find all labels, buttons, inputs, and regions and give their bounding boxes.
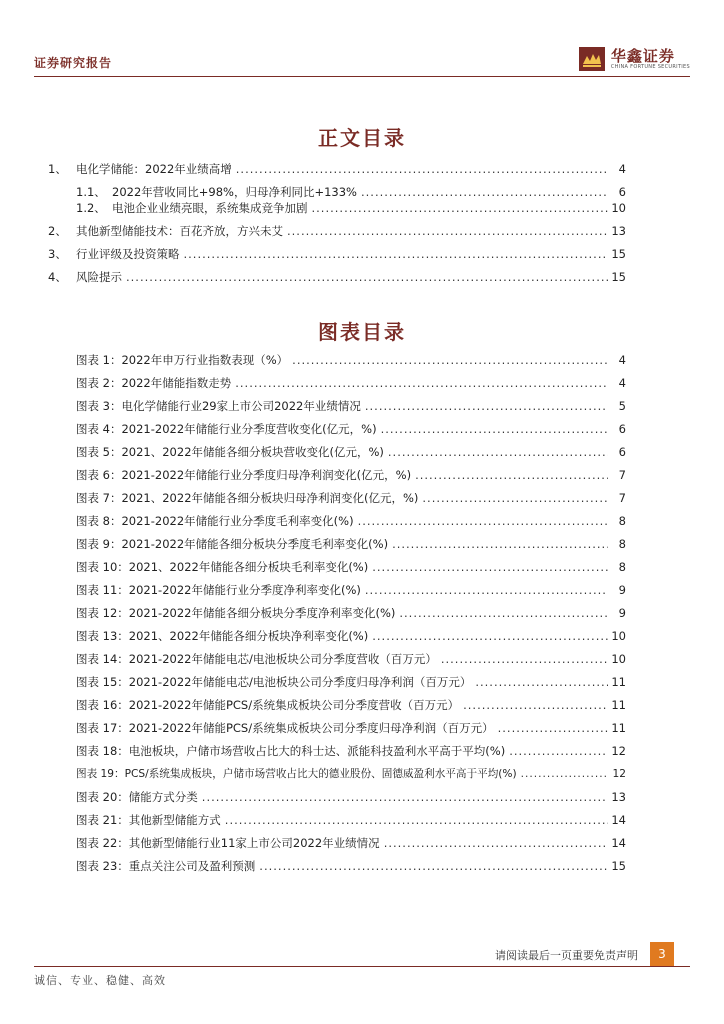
header-divider bbox=[34, 76, 690, 77]
figure-entry[interactable] bbox=[76, 720, 626, 736]
figure-entry[interactable] bbox=[76, 559, 626, 575]
toc-entry-number: 3、 bbox=[48, 247, 67, 261]
figure-entry-title: 图表 6：2021-2022年储能行业分季度归母净利润变化(亿元，%) bbox=[76, 468, 412, 482]
figure-entry-page: 5 bbox=[618, 399, 626, 413]
figure-entry-page: 7 bbox=[618, 491, 626, 505]
figure-entry-page: 11 bbox=[611, 675, 626, 689]
figure-entry[interactable] bbox=[76, 605, 626, 621]
figure-entry-page: 4 bbox=[618, 353, 626, 367]
toc-entry[interactable] bbox=[48, 161, 626, 177]
figure-entry-page: 10 bbox=[611, 629, 626, 643]
figure-entry-page: 6 bbox=[618, 422, 626, 436]
toc-entry-page: 13 bbox=[611, 224, 626, 238]
figure-entry[interactable] bbox=[76, 651, 626, 667]
figure-entry-page: 8 bbox=[618, 560, 626, 574]
toc-entry-title: 电池企业业绩亮眼，系统集成竞争加剧 bbox=[112, 201, 308, 215]
figure-entry-title: 图表 16：2021-2022年储能PCS/系统集成板块公司分季度营收（百万元） bbox=[76, 698, 460, 712]
toc-entry-number: 1、 bbox=[48, 162, 67, 176]
dot-leader bbox=[494, 720, 608, 736]
toc-entry-title: 风险提示 bbox=[76, 270, 122, 284]
toc-entry-title: 行业评级及投资策略 bbox=[76, 247, 180, 261]
figure-entry-title: 图表 7：2021、2022年储能各细分板块归母净利润变化(亿元，%) bbox=[76, 491, 419, 505]
figure-entry-title: 图表 14：2021-2022年储能电芯/电池板块公司分季度营收（百万元） bbox=[76, 652, 437, 666]
toc-title: 正文目录 bbox=[318, 126, 406, 150]
dot-leader bbox=[368, 559, 608, 575]
figure-entry[interactable] bbox=[76, 835, 626, 851]
figure-entry[interactable] bbox=[76, 536, 626, 552]
toc-entry-title: 2022年营收同比+98%，归母净利同比+133% bbox=[112, 185, 357, 199]
figure-entry-title: 图表 9：2021-2022年储能各细分板块分季度毛利率变化(%) bbox=[76, 537, 389, 551]
figure-entry[interactable] bbox=[76, 789, 626, 805]
toc-entry-title: 电化学储能：2022年业绩高增 bbox=[76, 162, 232, 176]
figure-entry-page: 4 bbox=[618, 376, 626, 390]
figure-entry-page: 7 bbox=[618, 468, 626, 482]
dot-leader bbox=[221, 812, 608, 828]
figure-entry-page: 13 bbox=[611, 790, 626, 804]
dot-leader bbox=[198, 789, 608, 805]
figure-entry-title: 图表 19：PCS/系统集成板块，户储市场营收占比大的德业股份、固德威盈利水平高于平均(%) bbox=[76, 768, 517, 780]
dot-leader bbox=[308, 200, 609, 216]
logo-mark-icon bbox=[579, 47, 605, 71]
page-footer bbox=[448, 942, 674, 966]
figure-entry-page: 11 bbox=[611, 721, 626, 735]
figure-entry[interactable] bbox=[76, 628, 626, 644]
figure-entry[interactable] bbox=[76, 352, 626, 368]
figure-entry-page: 8 bbox=[618, 537, 626, 551]
figure-entry[interactable] bbox=[76, 858, 626, 874]
figure-entry-title: 图表 11：2021-2022年储能行业分季度净利率变化(%) bbox=[76, 583, 361, 597]
figure-entry-page: 6 bbox=[618, 445, 626, 459]
figure-entry-title: 图表 5：2021、2022年储能各细分板块营收变化(亿元，%) bbox=[76, 445, 384, 459]
figure-entry-page: 12 bbox=[611, 744, 626, 758]
figure-entry-title: 图表 22：其他新型储能行业11家上市公司2022年业绩情况 bbox=[76, 836, 380, 850]
figure-entry-title: 图表 12：2021-2022年储能各细分板块分季度净利率变化(%) bbox=[76, 606, 396, 620]
dot-leader bbox=[377, 421, 608, 437]
toc-entry-page: 15 bbox=[611, 270, 626, 284]
company-logo bbox=[579, 44, 690, 74]
dot-leader bbox=[418, 490, 608, 506]
figure-entry-title: 图表 17：2021-2022年储能PCS/系统集成板块公司分季度归母净利润（百万元） bbox=[76, 721, 494, 735]
dot-leader bbox=[231, 375, 608, 391]
figure-entry-page: 10 bbox=[611, 652, 626, 666]
dot-leader bbox=[368, 628, 608, 644]
dot-leader bbox=[357, 184, 608, 200]
figure-entry-page: 8 bbox=[618, 514, 626, 528]
page-number-badge: 3 bbox=[650, 942, 674, 966]
toc-entry-page: 15 bbox=[611, 247, 626, 261]
figure-entry[interactable] bbox=[76, 697, 626, 713]
logo-name-en: CHINA FORTUNE SECURITIES bbox=[610, 63, 690, 70]
figure-entry-page: 14 bbox=[611, 836, 626, 850]
disclaimer-note: 请阅读最后一页重要免责声明 bbox=[495, 949, 638, 962]
figure-entry-title: 图表 3：电化学储能行业29家上市公司2022年业绩情况 bbox=[76, 399, 361, 413]
figure-entry-page: 15 bbox=[611, 859, 626, 873]
toc-entry-number: 1.1、 bbox=[76, 185, 106, 199]
figure-entry[interactable] bbox=[76, 582, 626, 598]
toc-entry-number: 1.2、 bbox=[76, 201, 106, 215]
footer-divider bbox=[34, 966, 690, 967]
figure-entry-title: 图表 8：2021-2022年储能行业分季度毛利率变化(%) bbox=[76, 514, 354, 528]
toc-entry-number: 4、 bbox=[48, 270, 67, 284]
figure-entry[interactable] bbox=[76, 490, 626, 506]
figure-entry-page: 11 bbox=[611, 698, 626, 712]
dot-leader bbox=[505, 743, 608, 759]
figure-entry[interactable] bbox=[76, 421, 626, 437]
toc-entry-page: 10 bbox=[611, 201, 626, 215]
dot-leader bbox=[395, 605, 608, 621]
dot-leader bbox=[361, 398, 608, 414]
dot-leader bbox=[517, 766, 608, 782]
toc-entry-title: 其他新型储能技术：百花齐放，方兴未艾 bbox=[76, 224, 283, 238]
figure-entry[interactable] bbox=[76, 513, 626, 529]
figure-entry[interactable] bbox=[76, 444, 626, 460]
dot-leader bbox=[232, 161, 608, 177]
toc-entry[interactable] bbox=[48, 246, 626, 262]
figure-entry-title: 图表 18：电池板块，户储市场营收占比大的科士达、派能科技盈利水平高于平均(%) bbox=[76, 744, 506, 758]
toc-entry[interactable] bbox=[76, 200, 626, 216]
dot-leader bbox=[471, 674, 608, 690]
figure-entry-title: 图表 4：2021-2022年储能行业分季度营收变化(亿元，%) bbox=[76, 422, 377, 436]
dot-leader bbox=[354, 513, 608, 529]
report-type-label: 证券研究报告 bbox=[34, 56, 113, 70]
toc-entry-page: 4 bbox=[618, 162, 626, 176]
figure-entry[interactable] bbox=[76, 375, 626, 391]
figure-entry[interactable] bbox=[76, 812, 626, 828]
figure-entry[interactable] bbox=[76, 467, 626, 483]
figure-entry-title: 图表 13：2021、2022年储能各细分板块净利率变化(%) bbox=[76, 629, 369, 643]
figure-entry-title: 图表 20：储能方式分类 bbox=[76, 790, 198, 804]
dot-leader bbox=[180, 246, 609, 262]
figure-entry-title: 图表 10：2021、2022年储能各细分板块毛利率变化(%) bbox=[76, 560, 369, 574]
dot-leader bbox=[122, 269, 608, 285]
dot-leader bbox=[411, 467, 608, 483]
logo-name-cn: 华鑫证券 bbox=[610, 46, 675, 65]
dot-leader bbox=[384, 444, 608, 460]
toc-entry-number: 2、 bbox=[48, 224, 67, 238]
dot-leader bbox=[380, 835, 608, 851]
company-slogan: 诚信、专业、稳健、高效 bbox=[34, 974, 166, 987]
figure-entry-page: 9 bbox=[618, 606, 626, 620]
figure-entry-title: 图表 23：重点关注公司及盈利预测 bbox=[76, 859, 256, 873]
figure-entry-title: 图表 15：2021-2022年储能电芯/电池板块公司分季度归母净利润（百万元） bbox=[76, 675, 472, 689]
figure-entry[interactable] bbox=[76, 743, 626, 759]
figure-entry-title: 图表 2：2022年储能指数走势 bbox=[76, 376, 232, 390]
figure-entry[interactable] bbox=[76, 766, 626, 782]
dot-leader bbox=[388, 536, 608, 552]
dot-leader bbox=[361, 582, 608, 598]
dot-leader bbox=[437, 651, 608, 667]
figure-entry[interactable] bbox=[76, 398, 626, 414]
figure-entry-title: 图表 1：2022年申万行业指数表现（%） bbox=[76, 353, 289, 367]
figure-entry-page: 9 bbox=[618, 583, 626, 597]
figure-list-title: 图表目录 bbox=[318, 320, 406, 344]
figure-entry[interactable] bbox=[76, 674, 626, 690]
figure-entry-page: 14 bbox=[611, 813, 626, 827]
page-header bbox=[34, 44, 690, 76]
dot-leader bbox=[283, 223, 608, 239]
toc-entry-page: 6 bbox=[618, 185, 626, 199]
toc-entry[interactable] bbox=[48, 223, 626, 239]
dot-leader bbox=[255, 858, 608, 874]
figure-entry-page: 12 bbox=[612, 768, 626, 780]
dot-leader bbox=[288, 352, 608, 368]
toc-entry[interactable] bbox=[76, 184, 626, 200]
dot-leader bbox=[459, 697, 608, 713]
figure-entry-title: 图表 21：其他新型储能方式 bbox=[76, 813, 221, 827]
toc-entry[interactable] bbox=[48, 269, 626, 285]
